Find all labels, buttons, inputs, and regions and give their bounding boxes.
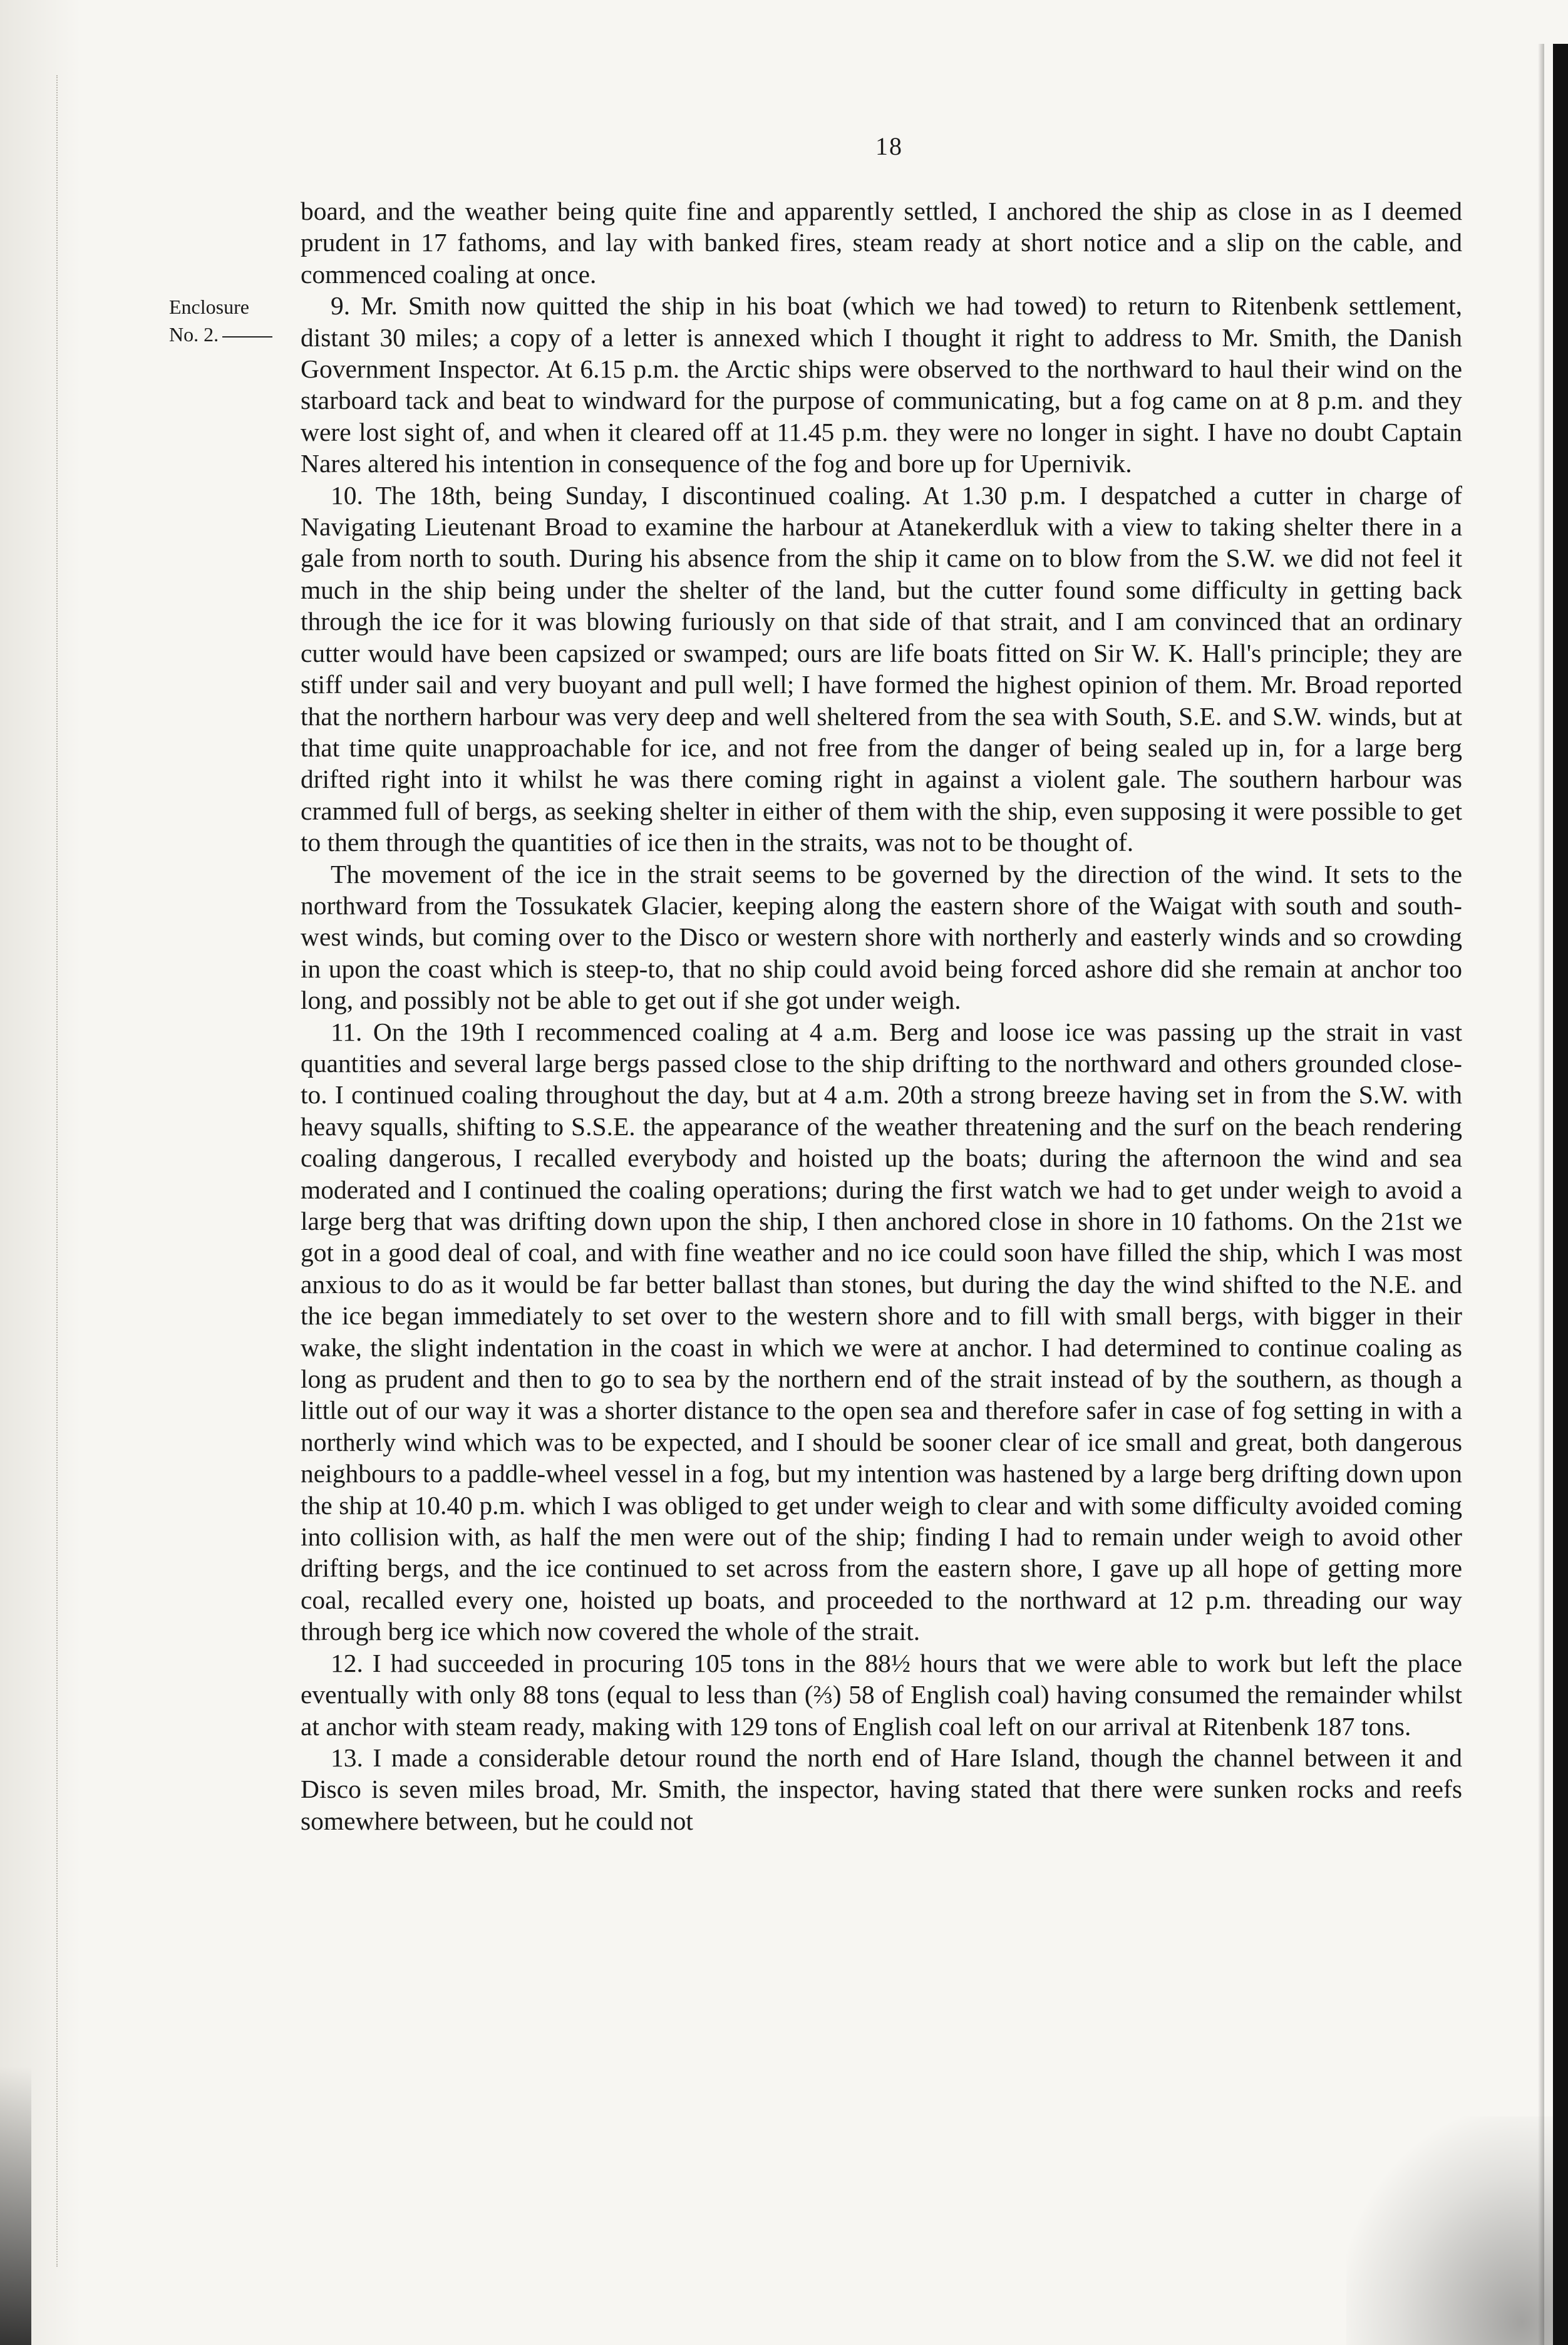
- margin-note-line1: Enclosure: [169, 296, 249, 318]
- paragraph-9: 9. Mr. Smith now quitted the ship in his boat (which we had towed) to return to Ritenbenk settlement, distant 30 miles; a copy of a letter is annexed which I thought it right to address to Mr. Smith, the Danish Government Inspector. At 6.15 p.m. the Arctic ships were observed to the northward to haul their wind on the starboard tack and beat to windward for the purpose of communicating, but a fog came on at 8 p.m. and they were lost sight of, and when it cleared off at 11.45 p.m. they were no longer in sight. I have no doubt Captain Nares altered his intention in consequence of the fog and bore up for Upernivik.: [301, 291, 1462, 478]
- margin-note-rule: [222, 336, 272, 338]
- page-number: 18: [875, 132, 903, 160]
- body-text: [301, 195, 1462, 1837]
- paragraph-ice-movement: The movement of the ice in the strait seems to be governed by the direction of the wind. It sets to the northward from the Tossukatek Glacier, keeping along the eastern shore of the Waigat with south and south-west winds, but coming over to the Disco or western shore with northerly and easterly winds and so crowding in upon the coast which is steep-to, that no ship could avoid being forced ashore did she remain at anchor too long, and possibly not be able to get out if she got under weigh.: [301, 859, 1462, 1015]
- margin-note: [169, 293, 294, 348]
- paragraph-11: 11. On the 19th I recommenced coaling at 4 a.m. Berg and loose ice was passing up the strait in vast quantities and several large bergs passed close to the ship drifting to the northward and others grounded close-to. I continued coaling throughout the day, but at 4 a.m. 20th a strong breeze having set in from the S.W. with heavy squalls, shifting to S.S.E. the appearance of the weather threatening and the surf on the beach rendering coaling dangerous, I recalled everybody and hoisted up the boats; during the afternoon the wind and sea moderated and I continued the coaling operations; during the first watch we had to get under weigh to avoid a large berg that was drifting down upon the ship, I then anchored close in shore in 10 fathoms. On the 21st we got in a good deal of coal, and with fine weather and no ice could soon have filled the ship, which I was most anxious to do as it would be far better ballast than stones, but during the day the wind shifted to the N.E. and the ice began immediately to set over to the western shore and to fill with small bergs, with bigger in their wake, the slight indentation in the coast in which we were at anchor. I had determined to continue coaling as long as prudent and then to go to sea by the northern end of the strait instead of by the southern, as though a little out of our way it was a shorter distance to the open sea and therefore safer in case of fog setting in with a northerly wind which was to be expected, and I should be sooner clear of ice small and great, both dangerous neighbours to a paddle-wheel vessel in a fog, but my intention was hastened by a large berg drifting down upon the ship at 10.40 p.m. which I was obliged to get under weigh to clear and with some difficulty avoided coming into collision with, as half the men were out of the ship; finding I had to remain under weigh to avoid other drifting bergs, and the ice continued to set across from the eastern shore, I gave up all hope of getting more coal, recalled every one, hoisted up boats, and proceeded to the northward at 12 p.m. threading our way through berg ice which now covered the whole of the strait.: [301, 1017, 1462, 1646]
- binding-shadow: [0, 0, 81, 2345]
- paragraph-continued: board, and the weather being quite fine and apparently settled, I anchored the ship as close in as I deemed prudent in 17 fathoms, and lay with banked fires, steam ready at short notice and a slip on the cable, and commenced coaling at once.: [301, 197, 1462, 289]
- binding-stitch-marks: [56, 75, 61, 2267]
- right-edge-bar: [1553, 44, 1568, 2345]
- paragraph-12: 12. I had succeeded in procuring 105 tons in the 88½ hours that we were able to work but left the place eventually with only 88 tons (equal to less than (⅔) 58 of English coal) having consumed the remainder whilst at anchor with steam ready, making with 129 tons of English coal left on our arrival at Ritenbenk 187 tons.: [301, 1648, 1462, 1741]
- corner-smudge: [1346, 2116, 1553, 2345]
- binding-dark-edge: [0, 2066, 31, 2345]
- margin-note-line2: No. 2.: [169, 321, 294, 348]
- right-edge-shadow: [1538, 44, 1544, 2345]
- paragraph-10: 10. The 18th, being Sunday, I discontinued coaling. At 1.30 p.m. I despatched a cutter in charge of Navigating Lieutenant Broad to examine the harbour at Atanekerdluk with a view to taking shelter there in a gale from north to south. During his absence from the ship it came on to blow from the S.W. we did not feel it much in the ship being under the shelter of the land, but the cutter found some difficulty in getting back through the ice for it was blowing furiously on that side of that strait, and I am convinced that an ordinary cutter would have been capsized or swamped; ours are life boats fitted on Sir W. K. Hall's principle; they are stiff under sail and very buoyant and pull well; I have formed the highest opinion of them. Mr. Broad reported that the northern harbour was very deep and well sheltered from the sea with South, S.E. and S.W. winds, but at that time quite unapproachable for ice, and not free from the danger of being sealed up in, for a large berg drifted right into it whilst he was there coming right in against a violent gale. The southern harbour was crammed full of bergs, as seeking shelter in either of them with the ship, even supposing it were possible to get to them through the quantities of ice then in the straits, was not to be thought of.: [301, 480, 1462, 857]
- paragraph-13: 13. I made a considerable detour round the north end of Hare Island, though the channel between it and Disco is seven miles broad, Mr. Smith, the inspector, having stated that there were sunken rocks and reefs somewhere between, but he could not: [301, 1743, 1462, 1835]
